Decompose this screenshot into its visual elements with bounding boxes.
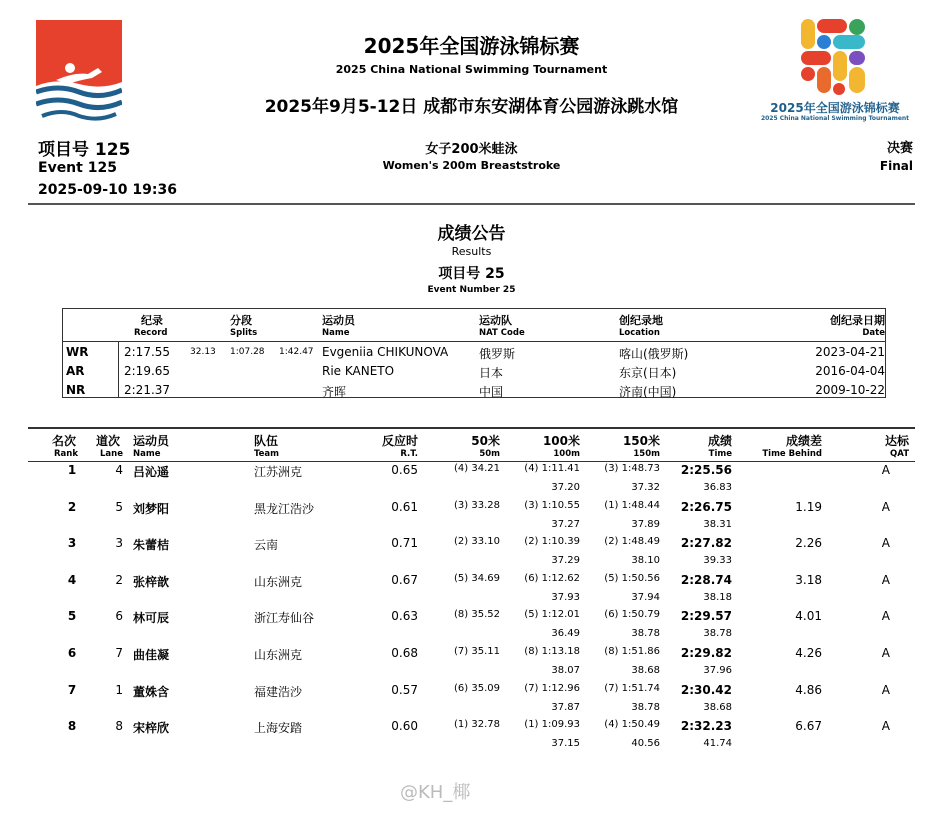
res-h-name-cn: 运动员 [133, 434, 170, 448]
result-lane: 8 [115, 719, 123, 734]
result-rank: 7 [67, 682, 77, 697]
result-name: 曲佳凝 [133, 648, 170, 662]
rec-h-location-en: Location [619, 328, 660, 338]
results-title-en: Results [451, 245, 492, 258]
rec-h-splits-en: Splits [230, 328, 258, 338]
res-h-behind-en: Time Behind [762, 449, 822, 459]
result-qat: A [881, 572, 890, 587]
result-split-100: (1) 1:09.93 [524, 719, 580, 731]
result-split-100-lap: 37.87 [551, 701, 580, 713]
result-rank: 2 [67, 499, 77, 514]
result-name: 刘梦阳 [133, 501, 170, 516]
result-name: 张梓歆 [133, 574, 170, 589]
res-h-rank-cn: 名次 [52, 434, 77, 448]
result-split-100-lap: 36.49 [551, 628, 580, 640]
rec-location: 东京(日本) [619, 366, 677, 380]
result-reaction-time: 0.65 [391, 463, 418, 477]
result-split-50: (3) 33.28 [454, 499, 500, 511]
rec-type: WR [66, 345, 89, 359]
rec-date: 2023-04-21 [815, 345, 885, 359]
res-h-time-en: Time [708, 449, 732, 459]
rec-type: AR [66, 364, 85, 378]
rec-type: NR [66, 383, 86, 397]
result-name: 董姝含 [133, 684, 170, 699]
result-split-150: (3) 1:48.73 [604, 463, 660, 474]
result-name: 林可辰 [133, 611, 170, 626]
result-lane: 6 [115, 609, 123, 624]
result-split-100-lap: 38.07 [551, 665, 580, 676]
result-lane: 5 [115, 499, 123, 514]
result-split-150-lap: 38.68 [631, 665, 660, 676]
result-time-lap: 37.96 [703, 665, 732, 676]
stage-en: Final [879, 159, 913, 173]
res-h-50-en: 50m [479, 449, 500, 459]
rec-name: 齐晖 [322, 385, 347, 399]
result-split-150-lap: 37.89 [631, 518, 660, 530]
event-number-en: Event 125 [38, 160, 117, 176]
result-time-behind: 6.67 [795, 719, 822, 734]
result-rank: 8 [67, 719, 77, 734]
race-name-en: Women's 200m Breaststroke [382, 159, 561, 172]
result-lane: 4 [115, 463, 123, 477]
rec-h-record-en: Record [134, 328, 168, 338]
result-team: 山东洲克 [254, 648, 303, 662]
result-split-100-lap: 37.20 [551, 482, 580, 493]
result-qat: A [881, 463, 890, 477]
result-time: 2:28.74 [680, 572, 732, 587]
res-h-qat-en: QAT [890, 449, 909, 459]
result-reaction-time: 0.68 [391, 646, 418, 660]
result-split-150: (6) 1:50.79 [604, 609, 660, 621]
result-split-150: (7) 1:51.74 [604, 682, 660, 694]
result-lane: 3 [115, 536, 123, 551]
res-h-50-cn: 50米 [471, 434, 500, 448]
result-team: 江苏洲克 [254, 465, 303, 479]
result-time-behind: 2.26 [795, 536, 822, 551]
result-time: 2:29.82 [680, 646, 732, 660]
result-split-50: (2) 33.10 [454, 536, 500, 548]
res-h-name-en: Name [133, 449, 161, 459]
rec-location: 济南(中国) [619, 385, 677, 399]
res-h-100-cn: 100米 [542, 434, 580, 448]
result-team: 山东洲克 [254, 574, 303, 589]
result-lane: 7 [115, 646, 123, 660]
logo-title-cn: 2025年全国游泳锦标赛 [770, 101, 900, 115]
result-split-100: (2) 1:10.39 [524, 536, 580, 548]
logo-title-en: 2025 China National Swimming Tournament [760, 115, 910, 122]
result-split-150-lap: 38.78 [631, 628, 660, 640]
result-reaction-time: 0.63 [391, 609, 418, 624]
tournament-title-cn: 2025年全国游泳锦标赛 [363, 34, 580, 58]
res-h-team-cn: 队伍 [254, 434, 279, 448]
rec-team: 日本 [479, 366, 504, 380]
results-title-cn: 成绩公告 [437, 224, 506, 244]
rec-h-location-cn: 创纪录地 [619, 314, 663, 327]
result-time: 2:32.23 [680, 719, 732, 734]
result-time-behind: 4.26 [795, 646, 822, 660]
result-time-lap: 41.74 [703, 738, 732, 750]
result-split-100-lap: 37.93 [551, 591, 580, 603]
res-h-150-en: 150m [633, 449, 660, 459]
rec-date: 2009-10-22 [815, 383, 885, 397]
result-time: 2:25.56 [680, 463, 732, 477]
result-time-lap: 39.33 [703, 555, 732, 567]
result-split-150-lap: 38.10 [631, 555, 660, 567]
result-split-150-lap: 37.32 [631, 482, 660, 493]
res-h-150-cn: 150米 [622, 434, 660, 448]
rec-time: 2:17.55 [124, 345, 171, 359]
rec-h-date-cn: 创纪录日期 [830, 314, 885, 327]
rec-name: Rie KANETO [322, 364, 395, 378]
result-time-behind: 3.18 [795, 572, 822, 587]
rec-h-record-cn: 纪录 [141, 314, 163, 327]
result-split-50: (5) 34.69 [454, 572, 500, 584]
result-reaction-time: 0.57 [391, 682, 418, 697]
result-split-100: (6) 1:12.62 [524, 572, 580, 584]
event-number-cn: 项目号 125 [38, 140, 131, 160]
result-time-lap: 38.78 [703, 628, 732, 640]
result-rank: 6 [67, 646, 77, 660]
result-team: 浙江寿仙谷 [254, 611, 315, 626]
result-time: 2:27.82 [680, 536, 732, 551]
result-split-150: (8) 1:51.86 [604, 646, 660, 657]
result-qat: A [881, 536, 890, 551]
rec-h-team-cn: 运动队 [479, 314, 512, 327]
result-rank: 5 [67, 609, 77, 624]
stage-cn: 决赛 [886, 141, 913, 156]
result-split-50: (4) 34.21 [454, 463, 500, 474]
rec-split: 1:42.47 [279, 347, 314, 357]
result-time: 2:26.75 [680, 499, 732, 514]
result-rank: 1 [67, 463, 77, 477]
result-qat: A [881, 646, 890, 660]
res-h-rt-cn: 反应时 [381, 434, 418, 448]
result-reaction-time: 0.67 [391, 572, 418, 587]
result-time-behind: 4.01 [795, 609, 822, 624]
result-time-lap: 36.83 [703, 482, 732, 493]
result-lane: 1 [115, 682, 123, 697]
result-rank: 3 [67, 536, 77, 551]
result-name: 朱蕾桔 [133, 538, 170, 553]
result-time: 2:30.42 [680, 682, 732, 697]
result-name: 宋梓欣 [133, 721, 170, 736]
result-time: 2:29.57 [680, 609, 732, 624]
res-h-team-en: Team [254, 449, 280, 459]
result-team: 云南 [254, 538, 279, 553]
rec-location: 喀山(俄罗斯) [619, 347, 689, 361]
result-team: 福建浩沙 [254, 684, 303, 699]
result-time-lap: 38.68 [703, 701, 732, 713]
venue-line: 2025年9月5-12日 成都市东安湖体育公园游泳跳水馆 [264, 97, 679, 117]
result-time-lap: 38.18 [703, 591, 732, 603]
res-h-behind-cn: 成绩差 [785, 434, 822, 448]
res-h-time-cn: 成绩 [707, 434, 732, 448]
result-split-100: (8) 1:13.18 [524, 646, 580, 657]
res-h-lane-cn: 道次 [96, 434, 121, 448]
res-h-100-en: 100m [553, 449, 580, 459]
result-split-150-lap: 38.78 [631, 701, 660, 713]
result-split-150: (2) 1:48.49 [604, 536, 660, 548]
result-split-100-lap: 37.15 [551, 738, 580, 750]
result-reaction-time: 0.61 [391, 499, 418, 514]
result-rank: 4 [67, 572, 77, 587]
result-split-100: (3) 1:10.55 [524, 499, 580, 511]
result-team: 黑龙江浩沙 [254, 501, 315, 516]
result-reaction-time: 0.71 [391, 536, 418, 551]
rec-date: 2016-04-04 [815, 364, 885, 378]
result-qat: A [881, 499, 890, 514]
rec-h-name-en: Name [322, 328, 350, 338]
event-datetime: 2025-09-10 19:36 [38, 182, 177, 198]
result-split-100: (7) 1:12.96 [524, 682, 580, 694]
rec-time: 2:19.65 [124, 364, 171, 378]
result-qat: A [881, 719, 890, 734]
result-split-50: (1) 32.78 [454, 719, 500, 731]
result-name: 吕沁遥 [133, 465, 170, 479]
result-time-behind: 4.86 [795, 682, 822, 697]
event-number-title-en: Event Number 25 [427, 285, 516, 295]
rec-team: 俄罗斯 [479, 347, 516, 361]
result-time-lap: 38.31 [703, 518, 732, 530]
result-split-150-lap: 37.94 [631, 591, 660, 603]
result-split-150: (1) 1:48.44 [604, 499, 660, 511]
rec-split: 32.13 [190, 347, 216, 357]
result-reaction-time: 0.60 [391, 719, 418, 734]
rec-h-team-en: NAT Code [479, 328, 525, 338]
res-h-qat-cn: 达标 [884, 434, 909, 448]
result-split-50: (6) 35.09 [454, 682, 500, 694]
event-number-title-cn: 项目号 25 [438, 266, 505, 282]
rec-time: 2:21.37 [124, 383, 171, 397]
result-split-100-lap: 37.29 [551, 555, 580, 567]
result-split-150: (4) 1:50.49 [604, 719, 660, 731]
res-h-lane-en: Lane [100, 449, 123, 459]
res-h-rt-en: R.T. [400, 449, 418, 459]
result-qat: A [881, 682, 890, 697]
rec-team: 中国 [479, 385, 504, 399]
rec-split: 1:07.28 [230, 347, 265, 357]
watermark: @KH_椰 [400, 782, 471, 803]
rec-h-date-en: Date [862, 328, 885, 338]
rec-h-splits-cn: 分段 [230, 314, 252, 327]
rec-h-name-cn: 运动员 [322, 314, 355, 327]
tournament-title-en: 2025 China National Swimming Tournament [335, 63, 608, 76]
result-split-100: (4) 1:11.41 [524, 463, 580, 474]
result-qat: A [881, 609, 890, 624]
result-lane: 2 [115, 572, 123, 587]
result-split-50: (7) 35.11 [454, 646, 500, 657]
result-split-150-lap: 40.56 [631, 738, 660, 750]
result-split-50: (8) 35.52 [454, 609, 500, 621]
res-h-rank-en: Rank [54, 449, 78, 459]
result-split-100: (5) 1:12.01 [524, 609, 580, 621]
result-time-behind: 1.19 [795, 499, 822, 514]
result-split-150: (5) 1:50.56 [604, 572, 660, 584]
rec-name: Evgeniia CHIKUNOVA [322, 345, 449, 359]
race-name-cn: 女子200米蛙泳 [425, 142, 518, 157]
result-split-100-lap: 37.27 [551, 518, 580, 530]
result-team: 上海安踏 [254, 721, 303, 736]
